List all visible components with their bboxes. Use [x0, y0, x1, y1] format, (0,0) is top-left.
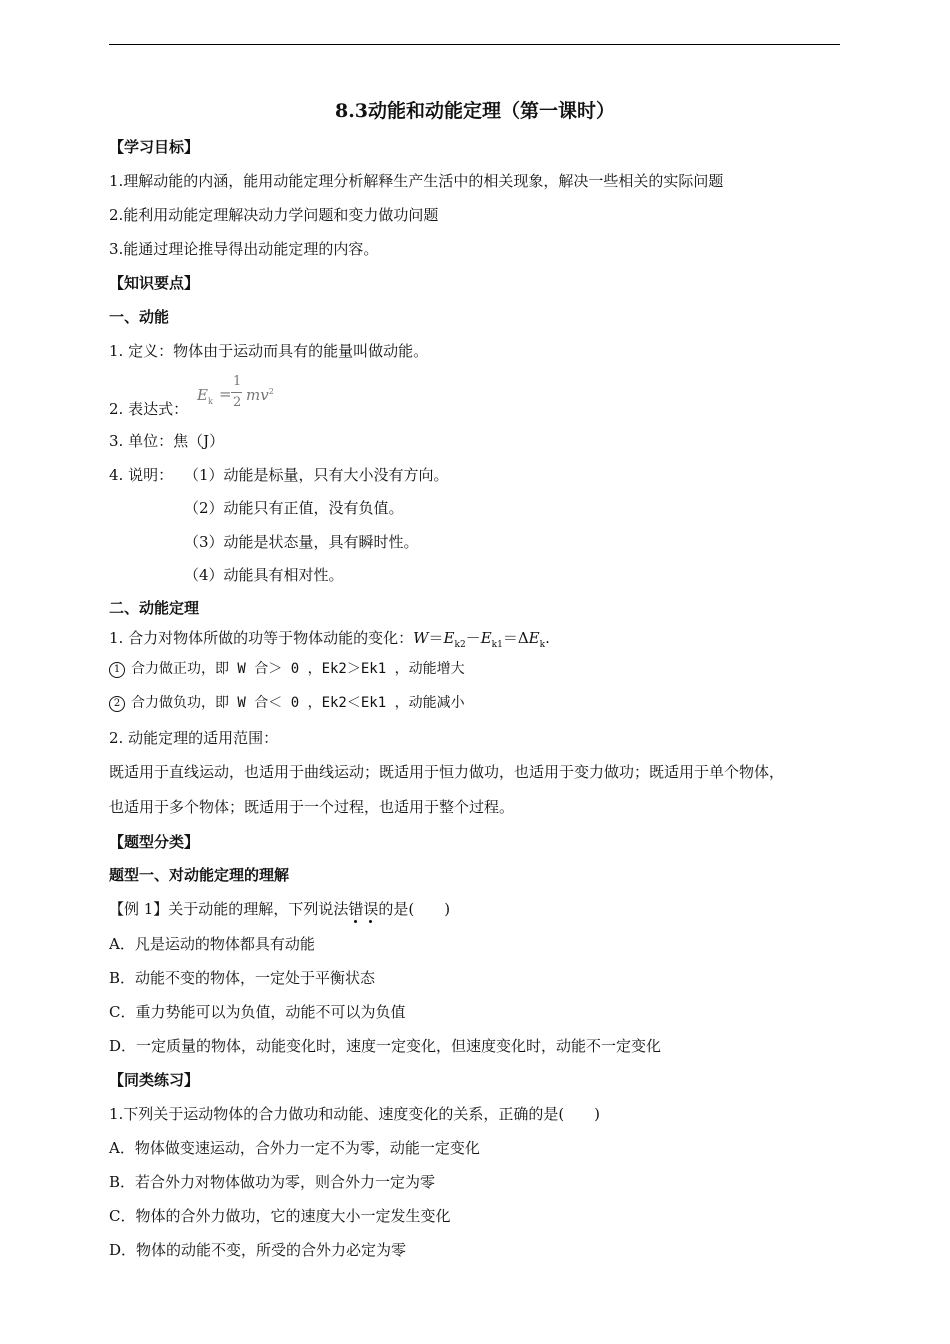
- knowledge-heading: 【知识要点】: [109, 274, 200, 292]
- objective-item: 3.能通过理论推导得出动能定理的内容。: [109, 240, 379, 258]
- page-title: 8.3动能和动能定理（第一课时）: [334, 100, 616, 122]
- case-negative-work: 2 合力做负功，即 W 合＜ 0 ，Ek2＜Ek1 ，动能减小: [109, 692, 465, 713]
- practice-heading: 【同类练习】: [109, 1071, 200, 1089]
- scope-text: 也适用于多个物体；既适用于一个过程，也适用于整个过程。: [109, 798, 515, 816]
- note-item: （4）动能具有相对性。: [184, 566, 344, 584]
- objective-item: 2.能利用动能定理解决动力学问题和变力做功问题: [109, 206, 439, 224]
- header-rule: [109, 44, 840, 45]
- note-item: （1）动能是标量，只有大小没有方向。: [184, 466, 449, 484]
- example-option: B．动能不变的物体，一定处于平衡状态: [109, 969, 376, 987]
- objective-item: 1.理解动能的内涵，能用动能定理分析解释生产生活中的相关现象，解决一些相关的实际问题: [109, 172, 724, 190]
- scope-label: 2. 动能定理的适用范围：: [109, 729, 279, 747]
- practice-option: C．物体的合外力做功，它的速度大小一定发生变化: [109, 1207, 451, 1225]
- note-item: （3）动能是状态量，具有瞬时性。: [184, 533, 419, 551]
- definition-text: 1. 定义：物体由于运动而具有的能量叫做动能。: [109, 342, 429, 360]
- unit-text: 3. 单位：焦（J）: [109, 432, 225, 450]
- scope-text: 既适用于直线运动，也适用于曲线运动；既适用于恒力做功，也适用于变力做功；既适用于单个物体，: [109, 763, 785, 781]
- objectives-heading: 【学习目标】: [109, 138, 200, 156]
- example-option: A．凡是运动的物体都具有动能: [109, 935, 315, 953]
- practice-option: B．若合外力对物体做功为零，则合外力一定为零: [109, 1173, 436, 1191]
- example-question: 【例 1】关于动能的理解，下列说法错误的是( ): [109, 900, 451, 918]
- notes-label: 4. 说明：: [109, 466, 174, 484]
- circled-two-icon: 2: [109, 696, 125, 712]
- case-positive-work: 1 合力做正功，即 W 合＞ 0 ，Ek2＞Ek1 ，动能增大: [109, 658, 465, 679]
- note-item: （2）动能只有正值，没有负值。: [184, 499, 404, 517]
- example-option: C．重力势能可以为负值，动能不可以为负值: [109, 1003, 406, 1021]
- circled-one-icon: 1: [109, 662, 125, 678]
- section-kinetic-energy-heading: 一、动能: [109, 308, 170, 326]
- section-theorem-heading: 二、动能定理: [109, 599, 200, 617]
- theorem-statement: 1. 合力对物体所做的功等于物体动能的变化：$W=E_{k2}-E_{k1}=\Delta E_k$.: [109, 629, 550, 650]
- practice-question: 1.下列关于运动物体的合力做功和动能、速度变化的关系，正确的是( ): [109, 1105, 601, 1123]
- practice-option: D．物体的动能不变，所受的合外力必定为零: [109, 1241, 407, 1259]
- kinetic-energy-formula: $E_k$ = 1 2 $mv^2$: [197, 374, 274, 410]
- practice-option: A．物体做变速运动，合外力一定不为零，动能一定变化: [109, 1139, 480, 1157]
- types-heading: 【题型分类】: [109, 833, 200, 851]
- expression-label: 2. 表达式：: [109, 400, 189, 418]
- type-one-heading: 题型一、对动能定理的理解: [109, 866, 290, 884]
- example-option: D．一定质量的物体，动能变化时，速度一定变化，但速度变化时，动能不一定变化: [109, 1037, 662, 1055]
